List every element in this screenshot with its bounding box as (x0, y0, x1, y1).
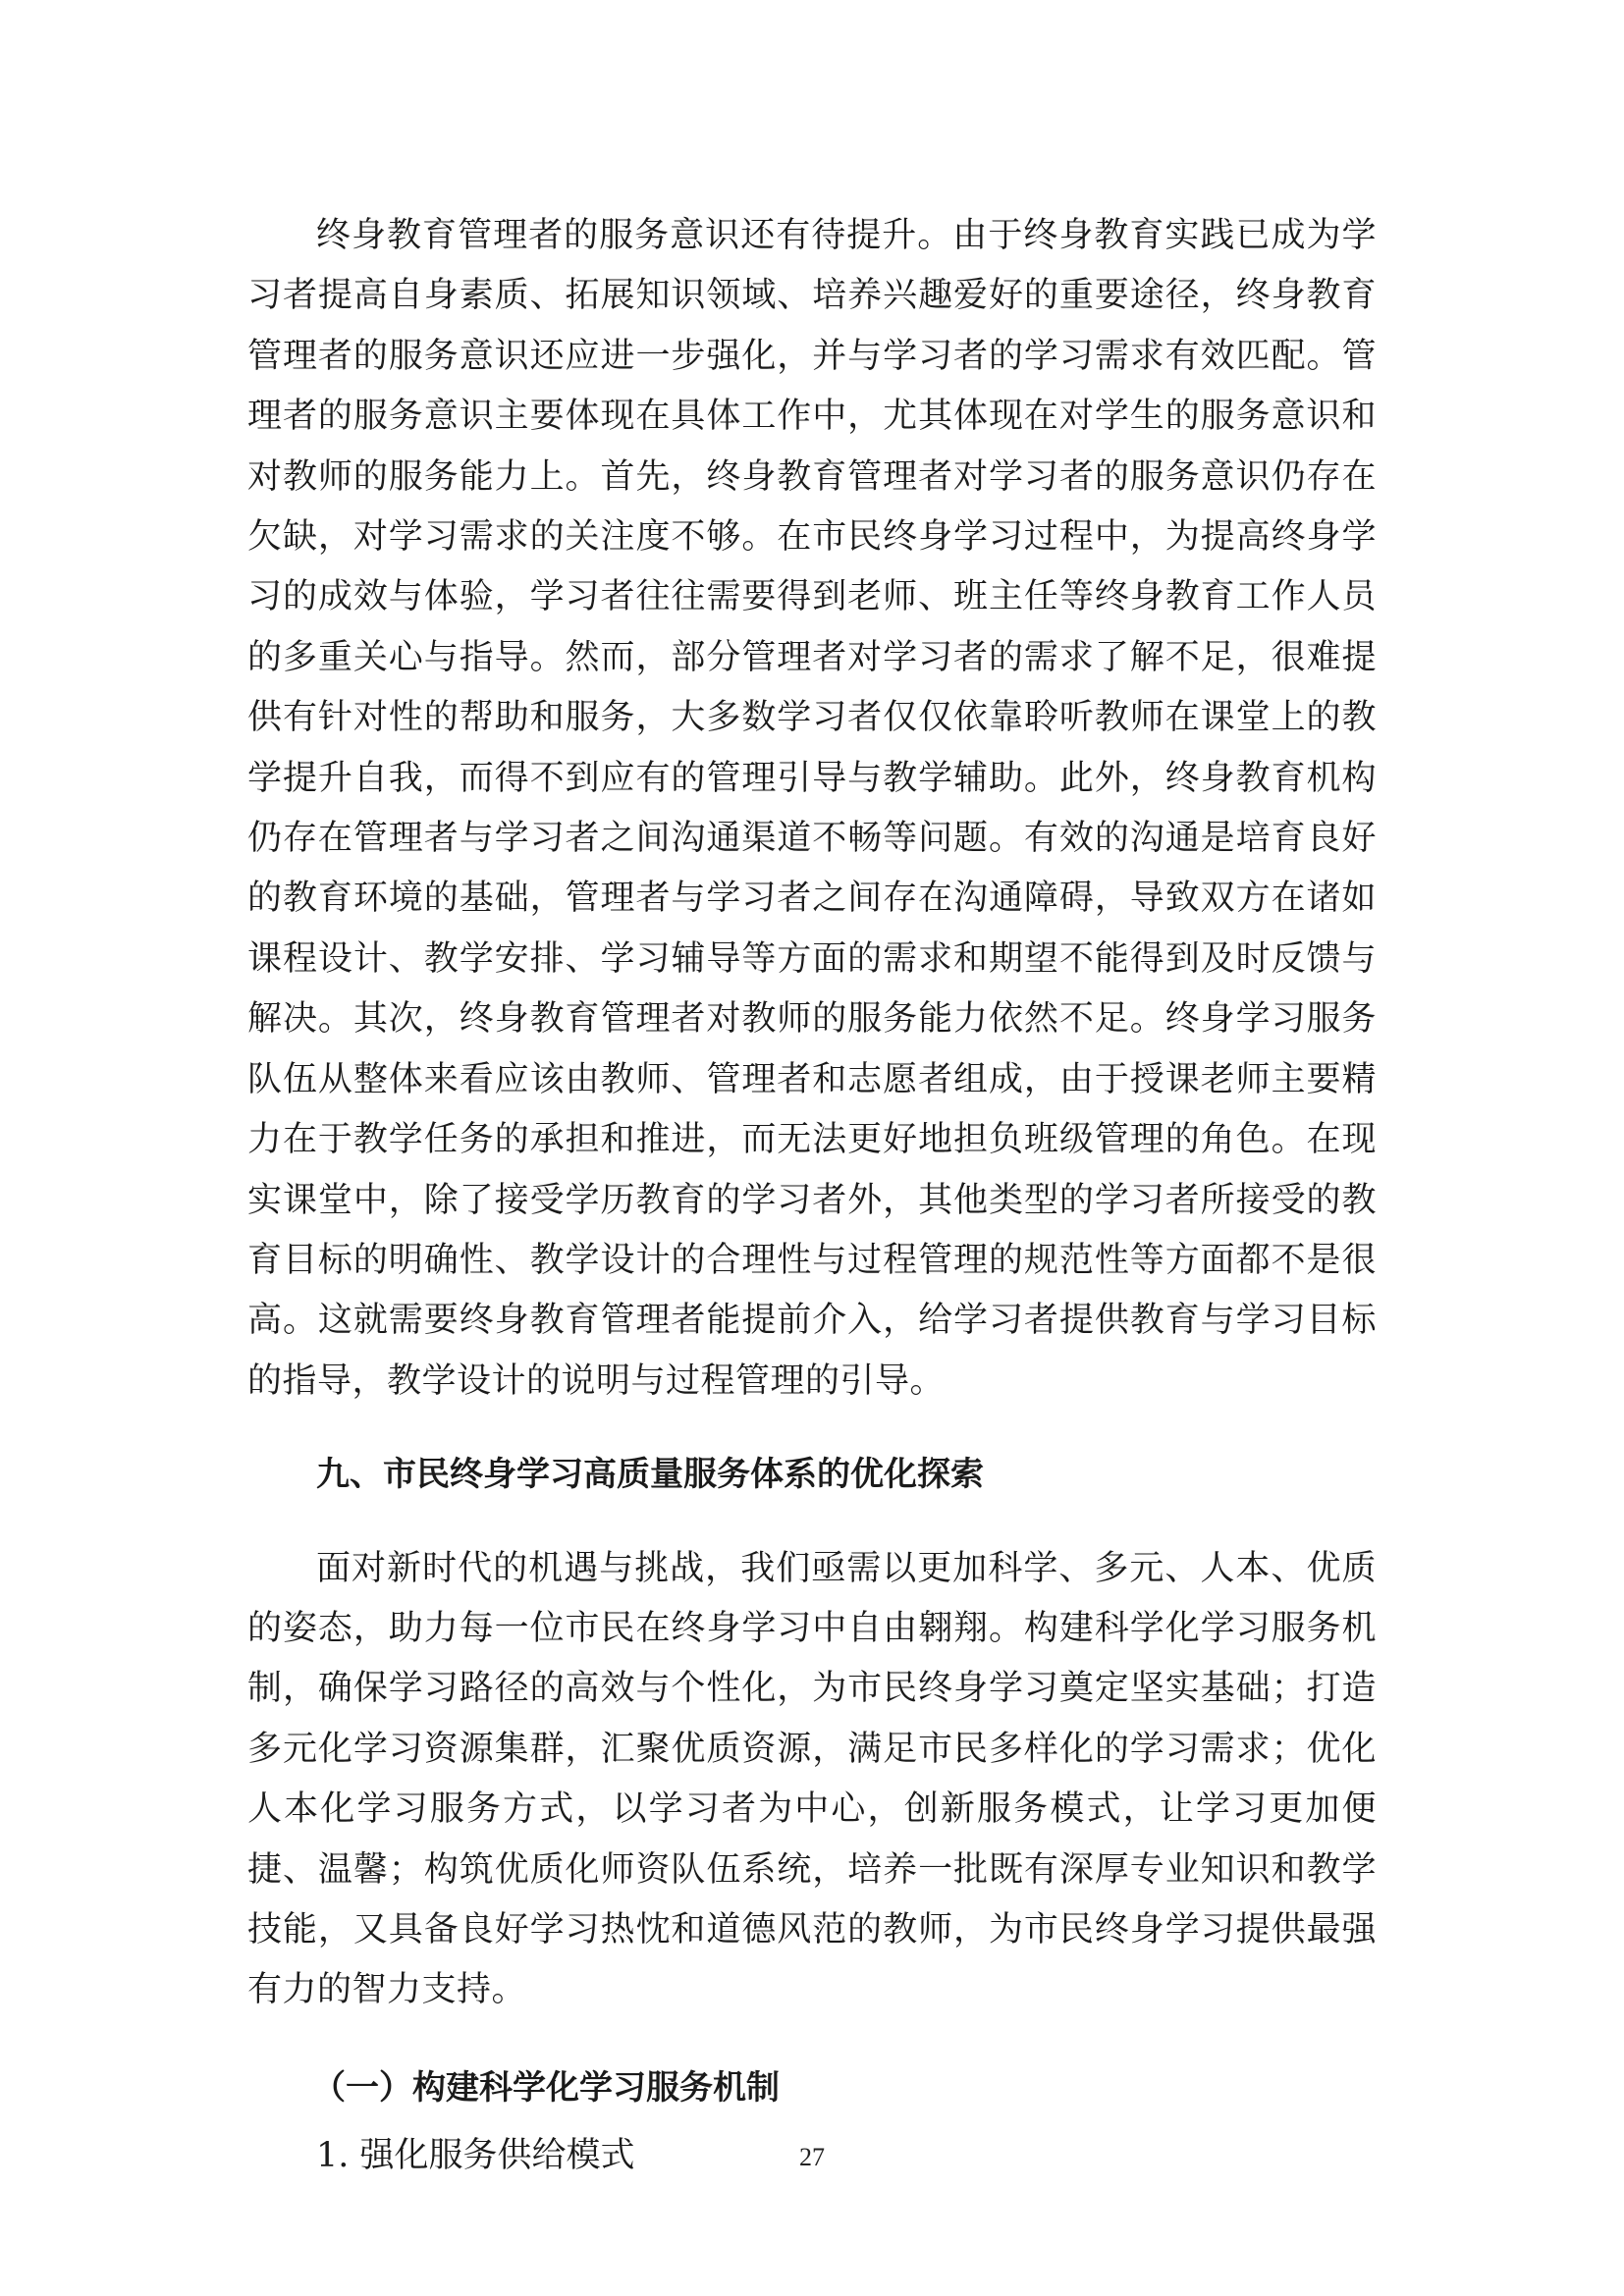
page-number: 27 (799, 2143, 825, 2171)
subsection-heading-1: （一）构建科学化学习服务机制 (312, 2067, 780, 2108)
section-heading-9: 九、市民终身学习高质量服务体系的优化探索 (316, 1455, 984, 1495)
paragraph-service-awareness: 终身教育管理者的服务意识还有待提升。由于终身教育实践已成为学习者提高自身素质、拓展知识领域、培养兴趣爱好的重要途径，终身教育管理者的服务意识还应进一步强化，并与学习者的学习需求有效匹配。管理者的服务意识主要体现在具体工作中，尤其体现在对学生的服务意识和对教师的服务能力上。首先，终身教育管理者对学习者的服务意识仍存在欠缺，对学习需求的关注度不够。在市民终身学习过程中，为提高终身学习的成效与体验，学习者往往需要得到老师、班主任等终身教育工作人员的多重关心与指导。然而，部分管理者对学习者的需求了解不足，很难提供有针对性的帮助和服务，大多数学习者仅仅依靠聆听教师在课堂上的教学提升自我，而得不到应有的管理引导与教学辅助。此外，终身教育机构仍存在管理者与学习者之间沟通渠道不畅等问题。有效的沟通是培育良好的教育环境的基础，管理者与学习者之间存在沟通障碍，导致双方在诸如课程设计、教学安排、学习辅导等方面的需求和期望不能得到及时反馈与解决。其次，终身教育管理者对教师的服务能力依然不足。终身学习服务队伍从整体来看应该由教师、管理者和志愿者组成，由于授课老师主要精力在于教学任务的承担和推进，而无法更好地担负班级管理的角色。在现实课堂中，除了接受学历教育的学习者外，其他类型的学习者所接受的教育目标的明确性、教学设计的合理性与过程管理的规范性等方面都不是很高。这就需要终身教育管理者能提前介入，给学习者提供教育与学习目标的指导，教学设计的说明与过程管理的引导。 (247, 216, 1377, 1401)
numbered-item-1: 1. 强化服务供给模式 (316, 2136, 635, 2176)
paragraph-optimization-intro: 面对新时代的机遇与挑战，我们亟需以更加科学、多元、人本、优质的姿态，助力每一位市民在终身学习中自由翱翔。构建科学化学习服务机制，确保学习路径的高效与个性化，为市民终身学习奠定坚实基础；打造多元化学习资源集群，汇聚优质资源，满足市民多样化的学习需求；优化人本化学习服务方式，以学习者为中心，创新服务模式，让学习更加便捷、温馨；构筑优质化师资队伍系统，培养一批既有深厚专业知识和教学技能，又具备良好学习热忱和道德风范的教师，为市民终身学习提供最强有力的智力支持。 (247, 1548, 1377, 2010)
page-content (247, 206, 1377, 2187)
